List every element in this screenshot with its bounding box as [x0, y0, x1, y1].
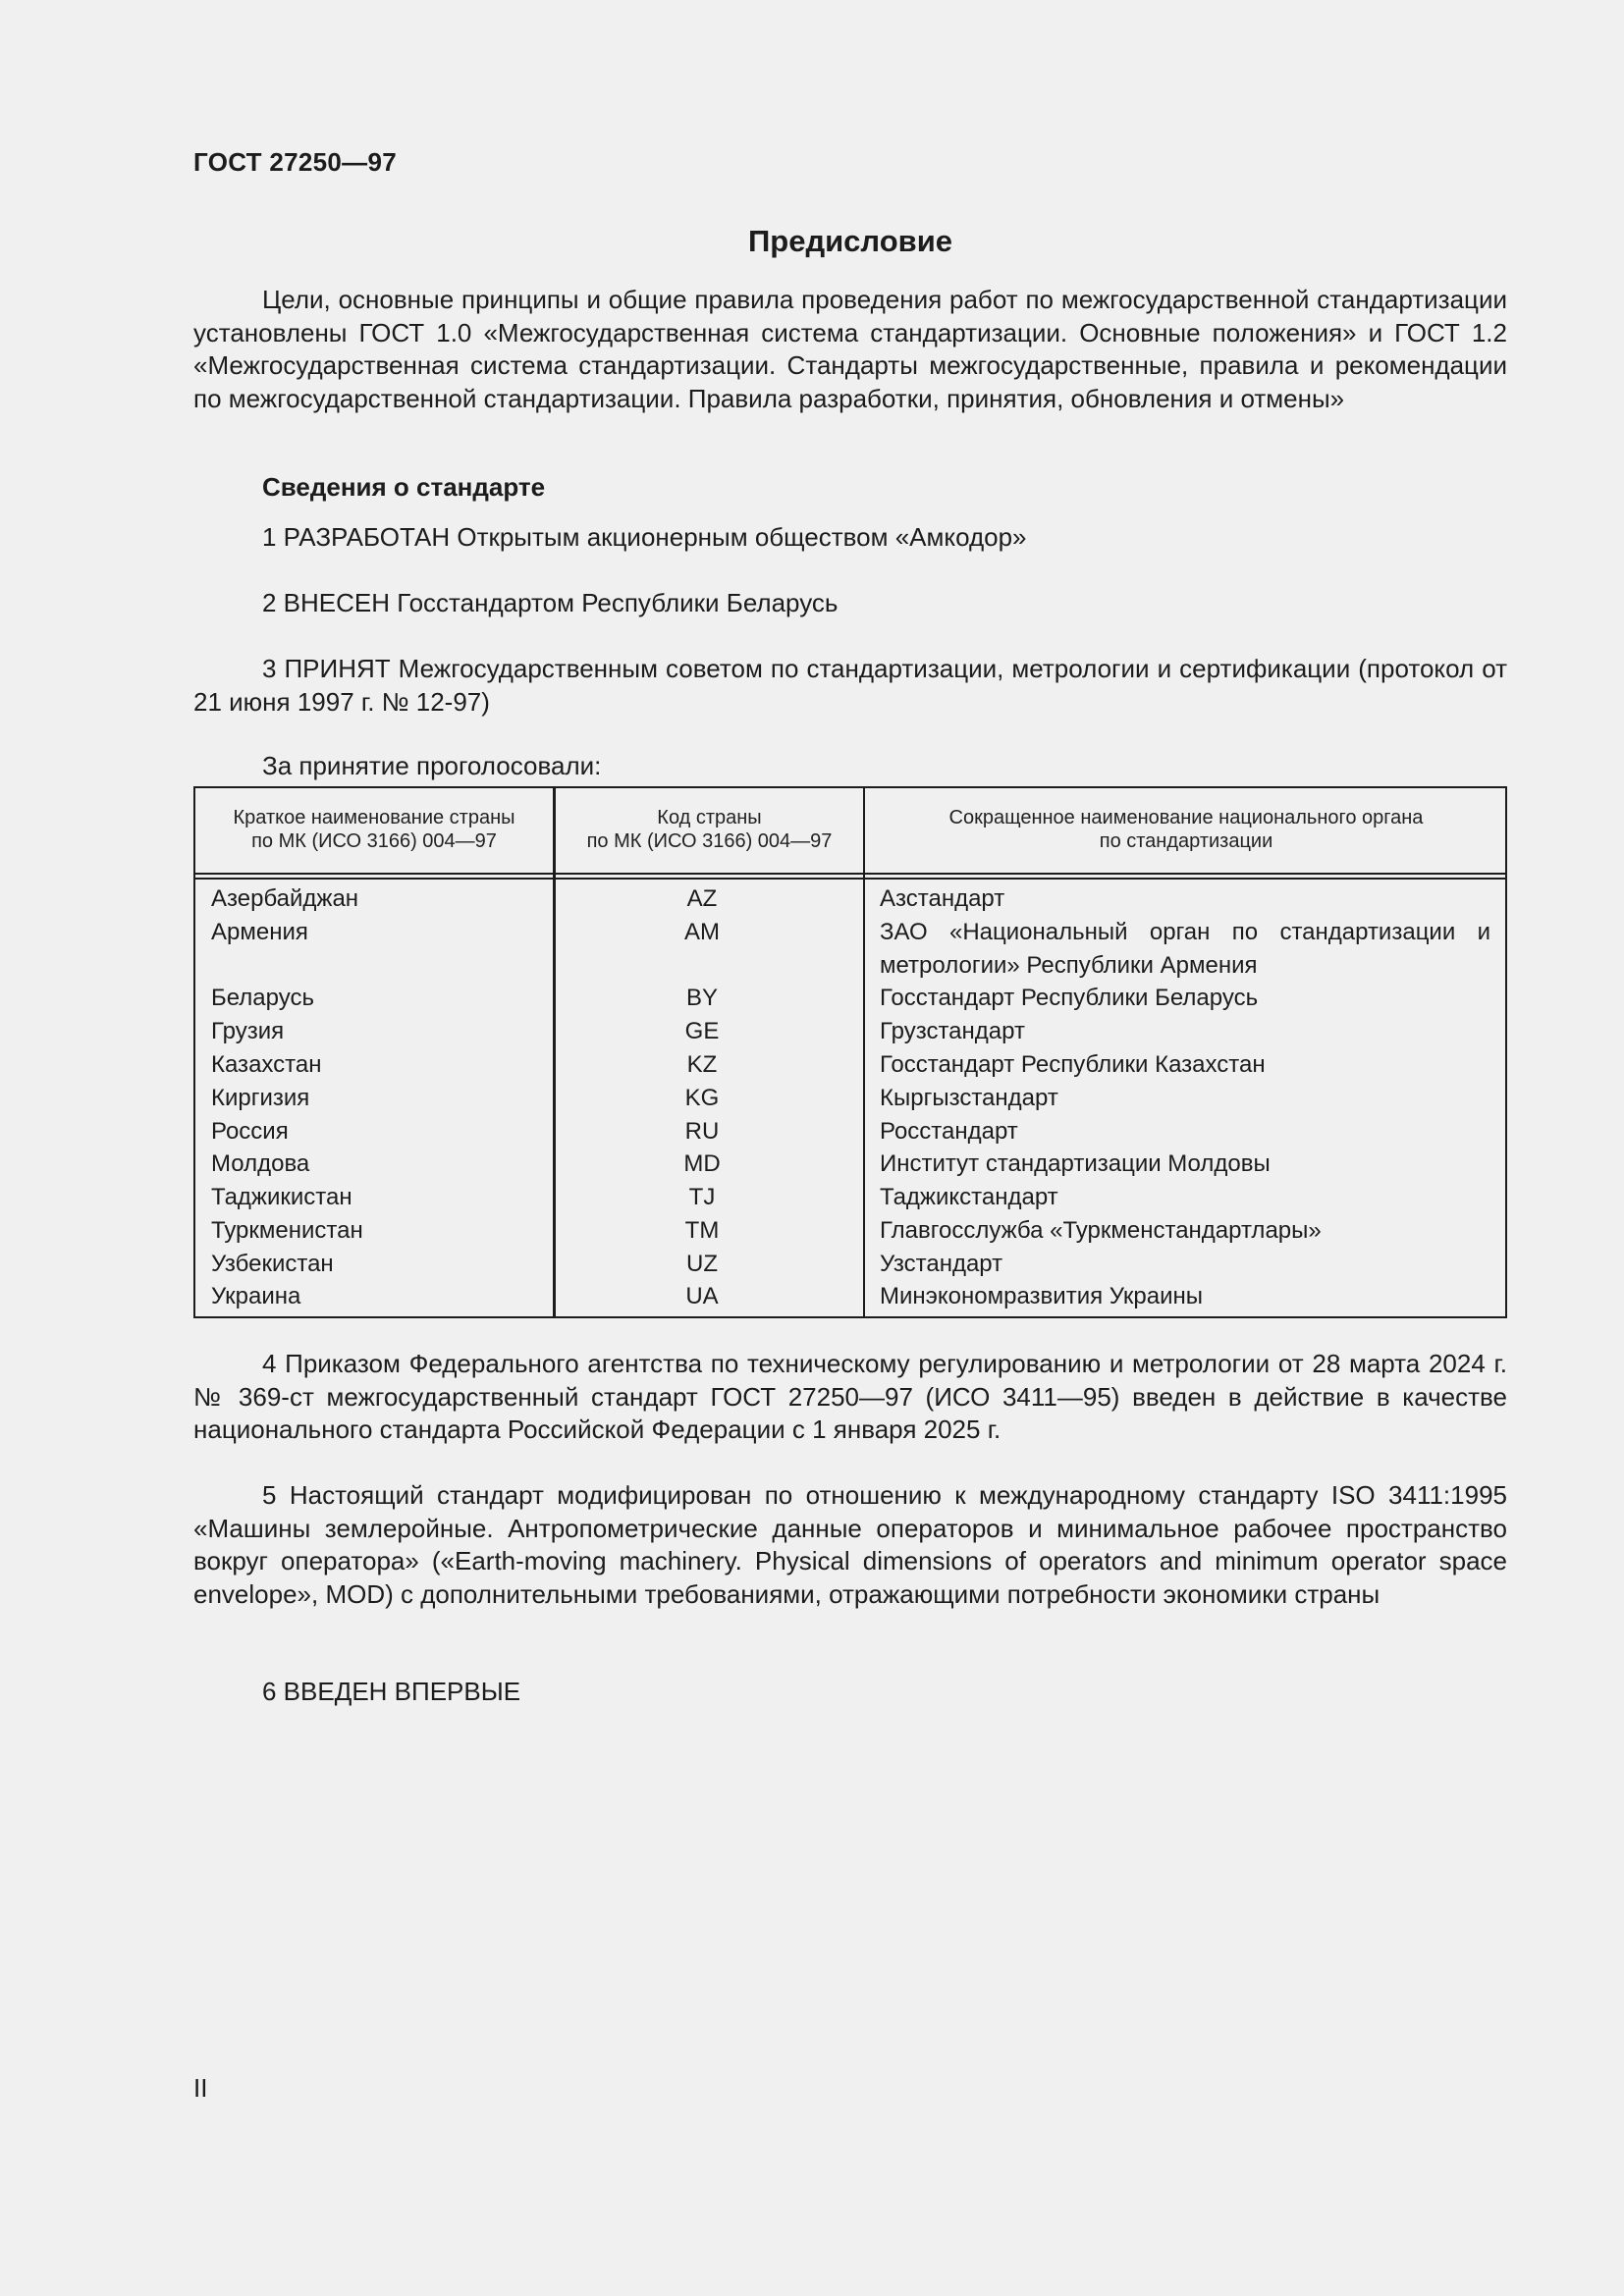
item-adopted: 3 ПРИНЯТ Межгосударственным советом по стандартизации, метрологии и сертификации (протокол от 21 июня 1997 г. № 12-97) [193, 654, 1507, 717]
country-cell: Украина [211, 1283, 301, 1309]
code-cell: GE [684, 1018, 720, 1044]
item-order: 4 Приказом Федерального агентства по техническому регулированию и метрологии от 28 марта 2024 г. № 369-ст межгосударственный стандарт ГОСТ 27250—97 (ИСО 3411—95) введен в действие в качестве национального стандарта Российской Федерации с 1 января 2025 г. [193, 1349, 1507, 1444]
item-modified: 5 Настоящий стандарт модифицирован по отношению к международному стандарту ISO 3411:1995 «Машины землеройные. Антропометрические данные операторов и минимальное рабочее пространство вокруг оператора» («Earth-moving machinery. Physical dimensions of operators and minimum operator space envelope», MOD) с дополнительными требованиями, отражающими потребности экономики страны [193, 1480, 1507, 1609]
page-title: Предисловие [747, 224, 952, 258]
item-first: 6 ВВЕДЕН ВПЕРВЫЕ [262, 1677, 521, 1706]
header-country: Краткое наименование страны по МК (ИСО 3166) 004—97 [233, 807, 515, 852]
code-cell: MD [683, 1150, 721, 1177]
code-cell: AM [684, 919, 720, 945]
national-body-cell: Таджикстандарт [880, 1184, 1058, 1210]
voting-table [193, 786, 1507, 1318]
code-cell: KG [684, 1085, 720, 1111]
header-divider [195, 878, 1505, 880]
code-cell: TM [684, 1217, 720, 1244]
national-body-cell: Главгосслужба «Туркменстандартлары» [880, 1217, 1322, 1244]
code-cell: AZ [686, 885, 718, 912]
code-cell: TJ [688, 1184, 716, 1210]
header-national-body: Сокращенное наименование национального органа по стандартизации [948, 807, 1424, 852]
intro-paragraph: Цели, основные принципы и общие правила проведения работ по межгосударственной стандартизации установлены ГОСТ 1.0 «Межгосударственная система стандартизации. Основные положения» и ГОСТ 1.2 «Межгосударственная система стандартизации. Стандарты межгосударственные, правила и рекомендации по межгосударственной стандартизации. Правила разработки, принятия, обновления и отмены» [193, 285, 1507, 413]
national-body-cell: ЗАО «Национальный орган по стандартизации и метрологии» Республики Армения [880, 919, 1490, 979]
code-cell: BY [685, 985, 718, 1011]
document-code: ГОСТ 27250—97 [193, 147, 397, 177]
national-body-cell: Кыргызстандарт [880, 1085, 1058, 1111]
national-body-cell: Грузстандарт [880, 1018, 1025, 1044]
national-body-cell: Узстандарт [880, 1251, 1003, 1277]
column-divider [863, 788, 865, 1316]
country-cell: Армения [211, 919, 308, 945]
national-body-cell: Минэкономразвития Украины [880, 1283, 1204, 1309]
code-cell: UA [685, 1283, 719, 1309]
country-cell: Киргизия [211, 1085, 310, 1111]
code-cell: RU [684, 1118, 720, 1145]
national-body-cell: Росстандарт [880, 1118, 1018, 1145]
header-divider [195, 873, 1505, 875]
national-body-cell: Азстандарт [880, 885, 1005, 912]
country-cell: Грузия [211, 1018, 285, 1044]
country-cell: Молдова [211, 1150, 310, 1177]
country-cell: Узбекистан [211, 1251, 334, 1277]
national-body-cell: Институт стандартизации Молдовы [880, 1150, 1271, 1177]
item-introduced: 2 ВНЕСЕН Госстандартом Республики Беларусь [262, 588, 839, 617]
header-code: Код страны по МК (ИСО 3166) 004—97 [586, 807, 833, 852]
country-cell: Россия [211, 1118, 289, 1145]
country-cell: Казахстан [211, 1051, 322, 1078]
country-cell: Азербайджан [211, 885, 359, 912]
page-number: II [193, 2073, 208, 2103]
country-cell: Таджикистан [211, 1184, 352, 1210]
code-cell: KZ [686, 1051, 718, 1078]
country-cell: Туркменистан [211, 1217, 363, 1244]
code-cell: UZ [686, 1251, 718, 1277]
item-developed: 1 РАЗРАБОТАН Открытым акционерным обществом «Амкодор» [262, 522, 1027, 552]
voted-label: За принятие проголосовали: [262, 751, 602, 780]
national-body-cell: Госстандарт Республики Казахстан [880, 1051, 1266, 1078]
national-body-cell: Госстандарт Республики Беларусь [880, 985, 1259, 1011]
country-cell: Беларусь [211, 985, 314, 1011]
info-heading: Сведения о стандарте [262, 472, 546, 502]
